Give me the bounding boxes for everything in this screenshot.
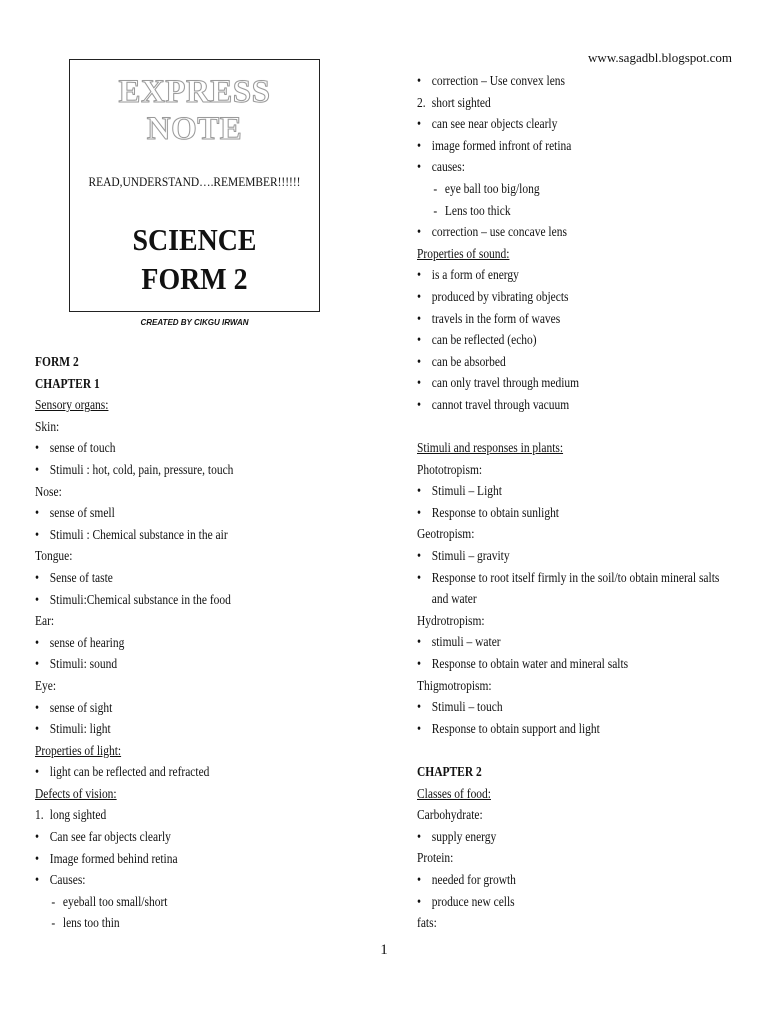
bullet-icon: • — [35, 765, 40, 781]
bullet-icon: • — [35, 830, 40, 846]
bullet-icon: • — [417, 160, 422, 176]
line-text: produce new cells — [431, 894, 515, 910]
bullet-icon: • — [417, 289, 422, 305]
bullet-item — [35, 870, 314, 892]
text-line — [417, 611, 696, 633]
text-line — [417, 784, 696, 806]
line-text: causes: — [431, 160, 465, 176]
line-text: Tongue: — [35, 549, 73, 565]
bullet-icon: • — [417, 549, 422, 565]
line-text: lens too thin — [62, 916, 120, 932]
line-text: produced by vibrating objects — [431, 289, 569, 305]
bullet-icon: • — [417, 484, 422, 500]
line-text: Nose: — [35, 484, 62, 500]
line-text: CHAPTER 1 — [35, 376, 100, 392]
bullet-icon: • — [35, 722, 40, 738]
bullet-item — [417, 330, 696, 352]
line-text: fats: — [417, 916, 437, 932]
line-text: short sighted — [431, 95, 491, 111]
numbered-item — [35, 805, 314, 827]
text-line — [417, 244, 696, 266]
line-text: CHAPTER 2 — [417, 765, 482, 780]
line-text: Response to obtain water and mineral salts — [431, 657, 629, 673]
bullet-item — [417, 870, 696, 892]
bullet-item — [35, 568, 314, 590]
bullet-icon: • — [417, 829, 422, 845]
line-text: Stimuli:Chemical substance in the food — [49, 592, 231, 608]
bullet-icon: • — [417, 268, 422, 284]
bullet-icon: • — [35, 462, 40, 478]
text-line — [35, 482, 314, 504]
line-text: Stimuli – touch — [431, 700, 503, 716]
text-line — [417, 460, 696, 482]
line-text: Can see far objects clearly — [49, 830, 171, 846]
line-text: Skin: — [35, 419, 60, 435]
line-text: Eye: — [35, 678, 57, 694]
dash-icon: - — [51, 916, 56, 932]
line-text: Lens too thick — [444, 203, 511, 219]
bullet-item — [417, 568, 720, 590]
bullet-icon: • — [417, 894, 422, 910]
line-text: sense of touch — [49, 441, 116, 457]
bullet-icon: • — [417, 700, 422, 716]
dash-icon: - — [51, 894, 56, 910]
bullet-icon: • — [417, 505, 422, 521]
line-text: Phototropism: — [417, 462, 483, 478]
bullet-item — [417, 503, 696, 525]
cover-box — [69, 59, 320, 327]
line-text: can see near objects clearly — [431, 117, 558, 133]
bullet-item — [35, 503, 314, 525]
line-text: Properties of sound: — [417, 246, 510, 262]
bullet-item — [417, 287, 696, 309]
text-line — [417, 762, 696, 784]
bullet-icon: • — [417, 138, 422, 154]
line-text: Causes: — [49, 873, 86, 889]
dash-item — [35, 892, 314, 914]
dash-icon: - — [433, 181, 438, 197]
line-text: Protein: — [417, 851, 454, 867]
line-text: eyeball too small/short — [62, 894, 168, 910]
bullet-item — [35, 719, 314, 741]
right-column — [417, 71, 757, 935]
bullet-icon: • — [35, 527, 40, 543]
text-line — [417, 438, 696, 460]
bullet-item — [35, 590, 314, 612]
line-text: Stimuli: light — [49, 722, 111, 738]
line-text: Carbohydrate: — [417, 808, 483, 824]
line-text: light can be reflected and refracted — [49, 765, 210, 781]
line-text: Properties of light: — [35, 743, 122, 759]
line-text: Ear: — [35, 614, 55, 630]
line-text: Stimuli – gravity — [431, 549, 510, 565]
text-line — [35, 611, 314, 633]
bullet-item — [417, 546, 696, 568]
bullet-icon: • — [417, 721, 422, 737]
bullet-icon: • — [417, 311, 422, 327]
line-text: travels in the form of waves — [431, 311, 561, 327]
text-line — [417, 913, 696, 935]
bullet-item — [35, 654, 314, 676]
bullet-item — [417, 827, 696, 849]
left-column — [35, 352, 375, 935]
item-number: 1. — [35, 808, 44, 824]
text-line — [35, 352, 314, 374]
bullet-item — [35, 762, 314, 784]
line-text: FORM 2 — [35, 355, 79, 370]
bullet-icon: • — [417, 376, 422, 392]
cover-subject-line1: SCIENCE — [132, 222, 257, 257]
bullet-item — [417, 136, 696, 158]
bullet-item — [417, 352, 696, 374]
cover-subtitle: READ,UNDERSTAND….REMEMBER!!!!!! — [88, 174, 301, 189]
line-text: Defects of vision: — [35, 786, 117, 802]
bullet-icon: • — [417, 354, 422, 370]
line-text: is a form of energy — [431, 268, 519, 284]
line-text: Stimuli : hot, cold, pain, pressure, touch — [49, 462, 234, 478]
text-line — [35, 395, 314, 417]
bullet-icon: • — [417, 570, 422, 586]
bullet-icon: • — [35, 700, 40, 716]
bullet-icon: • — [417, 74, 422, 89]
dash-item — [417, 179, 696, 201]
bullet-item — [417, 481, 696, 503]
bullet-item — [35, 525, 314, 547]
cover-subject-line2: FORM 2 — [141, 261, 248, 296]
bullet-item — [417, 114, 696, 136]
numbered-item — [417, 93, 696, 115]
bullet-item — [417, 697, 696, 719]
line-text: can only travel through medium — [431, 376, 580, 392]
cover-title: EXPRESS NOTE — [118, 74, 271, 147]
bullet-item — [417, 265, 696, 287]
bullet-icon: • — [417, 657, 422, 673]
line-text: eye ball too big/long — [444, 181, 540, 197]
line-text: can be reflected (echo) — [431, 333, 537, 349]
line-text: Image formed behind retina — [49, 851, 178, 867]
line-text: Sensory organs: — [35, 398, 109, 414]
line-text: image formed infront of retina — [431, 138, 572, 154]
line-text: Stimuli and responses in plants: — [417, 441, 564, 457]
site-url: www.sagadbl.blogspot.com — [588, 50, 732, 65]
line-text: Stimuli : Chemical substance in the air — [49, 527, 228, 543]
bullet-icon: • — [35, 851, 40, 867]
bullet-item — [35, 633, 314, 655]
bullet-item — [417, 654, 696, 676]
blank-line — [417, 740, 696, 762]
line-text: correction – Use convex lens — [431, 74, 566, 89]
line-text: Response to root itself firmly in the soil/to obtain mineral salts — [431, 570, 720, 586]
bullet-icon: • — [417, 635, 422, 651]
bullet-icon: • — [35, 506, 40, 522]
line-text: Response to obtain support and light — [431, 721, 600, 737]
text-line — [35, 741, 314, 763]
cover-credit: CREATED BY CIKGU IRWAN — [140, 318, 249, 327]
text-line — [417, 805, 696, 827]
line-text: stimuli – water — [431, 635, 501, 651]
bullet-icon: • — [35, 635, 40, 651]
page-number: 1 — [380, 942, 388, 958]
bullet-icon: • — [417, 225, 422, 241]
bullet-icon: • — [35, 441, 40, 457]
bullet-item — [417, 157, 696, 179]
bullet-item — [417, 309, 696, 331]
line-text: Stimuli: sound — [49, 657, 118, 673]
text-line — [417, 524, 696, 546]
bullet-item — [35, 849, 314, 871]
line-text: sense of hearing — [49, 635, 125, 651]
line-text: long sighted — [49, 808, 107, 824]
bullet-icon: • — [35, 570, 40, 586]
text-line — [35, 546, 314, 568]
dash-icon: - — [433, 203, 438, 219]
text-line — [417, 676, 696, 698]
bullet-item — [417, 395, 696, 417]
text-line — [417, 848, 696, 870]
bullet-item — [417, 373, 696, 395]
blank-line — [417, 417, 696, 439]
line-text: supply energy — [431, 829, 497, 845]
bullet-icon: • — [417, 117, 422, 133]
bullet-icon: • — [35, 873, 40, 889]
line-text: cannot travel through vacuum — [431, 397, 570, 413]
bullet-item — [417, 71, 696, 93]
bullet-item — [35, 827, 314, 849]
line-text: Classes of food: — [417, 786, 491, 802]
text-line — [35, 417, 314, 439]
text-line — [35, 784, 314, 806]
bullet-icon: • — [35, 592, 40, 608]
dash-item — [417, 201, 696, 223]
bullet-icon: • — [417, 397, 422, 413]
bullet-item — [417, 892, 696, 914]
cover-subject — [82, 220, 306, 298]
text-line — [417, 589, 696, 611]
line-text: Response to obtain sunlight — [431, 505, 560, 521]
bullet-item — [417, 719, 696, 741]
line-text: Hydrotropism: — [417, 613, 485, 629]
bullet-icon: • — [417, 333, 422, 349]
line-text: needed for growth — [431, 872, 516, 888]
item-number: 2. — [417, 95, 426, 111]
text-line — [35, 676, 314, 698]
line-text: sense of smell — [49, 506, 115, 522]
bullet-icon: • — [35, 657, 40, 673]
dash-item — [35, 913, 314, 935]
bullet-item — [35, 698, 314, 720]
bullet-item — [417, 632, 696, 654]
line-text: and water — [431, 592, 477, 608]
bullet-item — [417, 222, 696, 244]
bullet-item — [35, 460, 314, 482]
line-text: Thigmotropism: — [417, 678, 492, 694]
line-text: sense of sight — [49, 700, 113, 716]
bullet-item — [35, 438, 314, 460]
text-line — [35, 374, 314, 396]
line-text: Geotropism: — [417, 527, 475, 543]
line-text: Sense of taste — [49, 570, 113, 586]
bullet-icon: • — [417, 872, 422, 888]
line-text: correction – use concave lens — [431, 225, 567, 241]
line-text: Stimuli – Light — [431, 484, 502, 500]
line-text: can be absorbed — [431, 354, 506, 370]
